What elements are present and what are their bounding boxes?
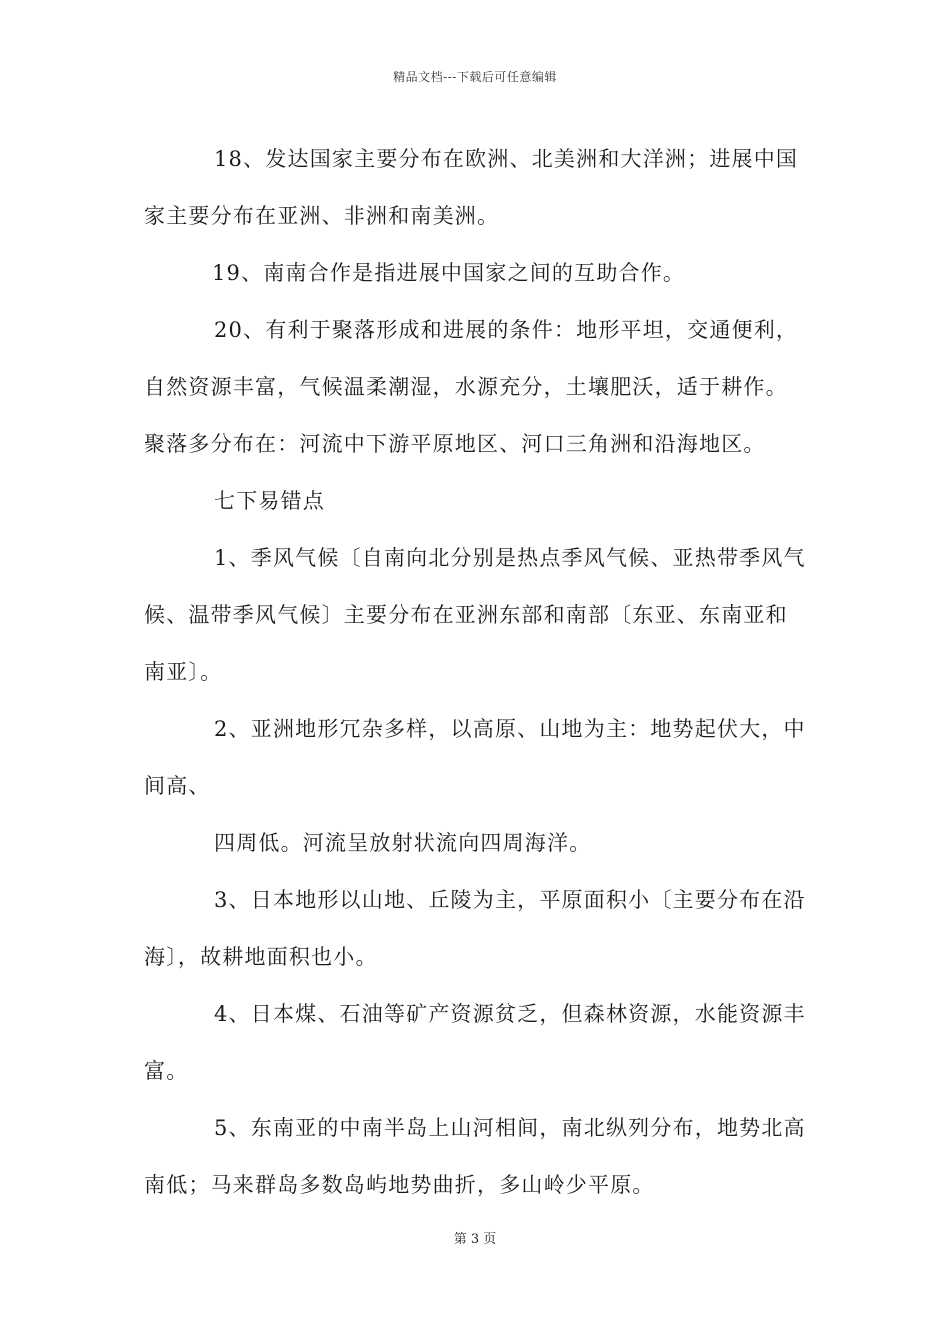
item-1-line-1: 1、季风气候〔自南向北分别是热点季风气候、亚热带季风气 bbox=[214, 546, 806, 570]
paragraph-20-line-1: 20、有利于聚落形成和进展的条件：地形平坦，交通便利， bbox=[214, 318, 799, 342]
item-3-line-1: 3、日本地形以山地、丘陵为主，平原面积小〔主要分布在沿 bbox=[214, 888, 806, 912]
paragraph-18-line-1: 18、发达国家主要分布在欧洲、北美洲和大洋洲；进展中国 bbox=[214, 147, 799, 171]
paragraph-18-line-2: 家主要分布在亚洲、非洲和南美洲。 bbox=[144, 204, 500, 228]
item-3-line-2: 海〕，故耕地面积也小。 bbox=[144, 945, 378, 969]
item-2-line-1: 2、亚洲地形冗杂多样，以高原、山地为主：地势起伏大，中 bbox=[214, 717, 806, 741]
section-heading: 七下易错点 bbox=[214, 489, 325, 513]
paragraph-20-line-3: 聚落多分布在：河流中下游平原地区、河口三角洲和沿海地区。 bbox=[144, 432, 766, 456]
paragraph-20-line-2: 自然资源丰富，气候温柔潮湿，水源充分，土壤肥沃，适于耕作。 bbox=[144, 375, 788, 399]
document-body bbox=[144, 131, 812, 1214]
paragraph-19-line-1: 19、南南合作是指进展中国家之间的互助合作。 bbox=[212, 261, 686, 285]
item-1-line-3: 南亚〕。 bbox=[144, 660, 223, 684]
item-2-line-3: 四周低。河流呈放射状流向四周海洋。 bbox=[214, 831, 592, 855]
item-5-line-1: 5、东南亚的中南半岛上山河相间，南北纵列分布，地势北高 bbox=[214, 1116, 806, 1140]
item-5-line-2: 南低；马来群岛多数岛屿地势曲折，多山岭少平原。 bbox=[144, 1173, 655, 1197]
item-1-line-2: 候、温带季风气候〕主要分布在亚洲东部和南部〔东亚、东南亚和 bbox=[144, 603, 788, 627]
item-4-line-1: 4、日本煤、石油等矿产资源贫乏，但森林资源，水能资源丰 bbox=[214, 1002, 806, 1026]
item-4-line-2: 富。 bbox=[144, 1059, 189, 1083]
item-2-line-2: 间高、 bbox=[144, 774, 211, 798]
page-header: 精品文档---下载后可任意编辑 bbox=[393, 70, 557, 84]
page-number: 第 3 页 bbox=[453, 1232, 497, 1247]
